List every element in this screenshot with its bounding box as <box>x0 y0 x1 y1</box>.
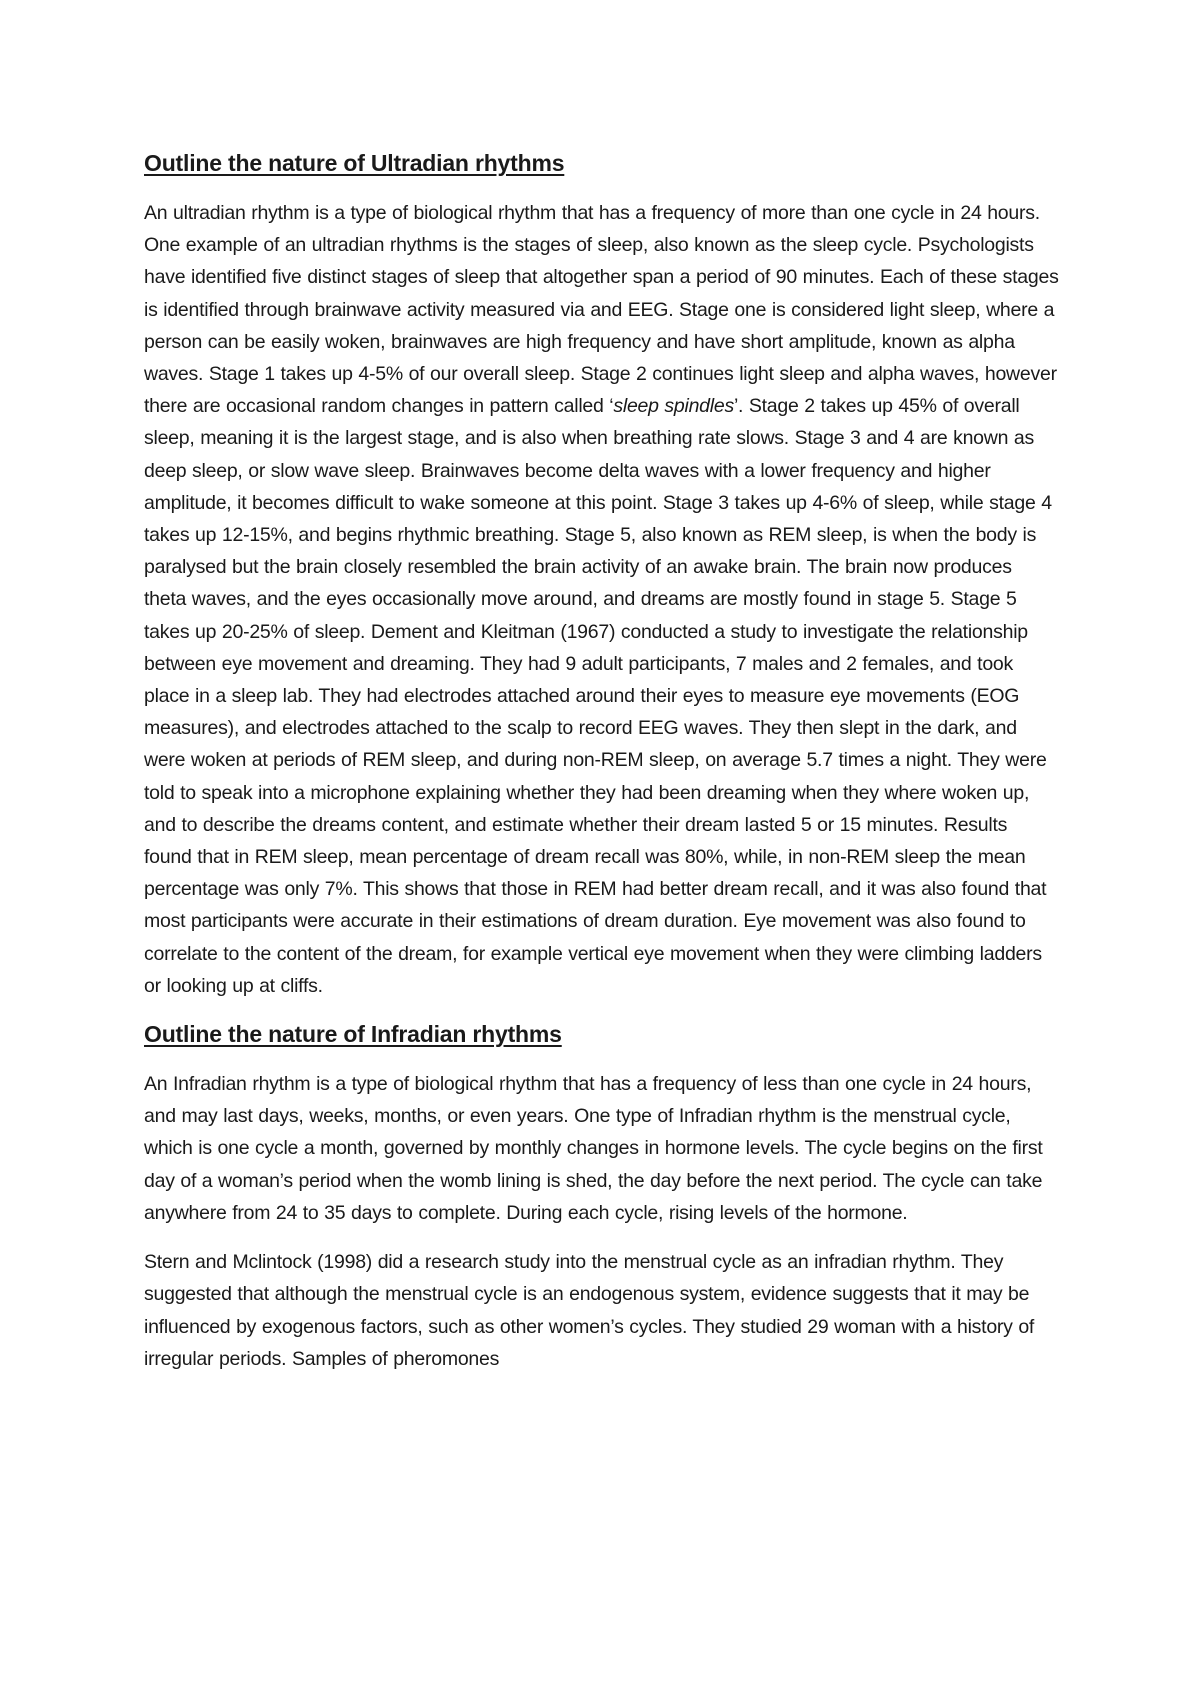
section-ultradian <box>144 148 1059 1002</box>
body-paragraph: Stern and Mclintock (1998) did a research study into the menstrual cycle as an infradian rhythm. They suggested that although the menstrual cycle is an endogenous system, evidence suggests that it may be influenced by exogenous factors, such as other women’s cycles. They studied 29 woman with a history of irregular periods. Samples of pheromones <box>144 1251 1035 1370</box>
section-infradian <box>144 1019 1059 1375</box>
body-paragraph: An ultradian rhythm is a type of biological rhythm that has a frequency of more than one cycle in 24 hours. One example of an ultradian rhythms is the stages of sleep, also known as the sleep cycle. Psychologists have identified five distinct stages of sleep that altogether span a period of 90 minutes. Each of these stages is identified through brainwave activity measured via and EEG. Stage one is considered light sleep, where a person can be easily woken, brainwaves are high frequency and have short amplitude, known as alpha waves. Stage 1 takes up 4-5% of our overall sleep. Stage 2 continues light sleep and alpha waves, however there are occasional random changes in pattern called ‘sleep spindles’. Stage 2 takes up 45% of overall sleep, meaning it is the largest stage, and is also when breathing rate slows. Stage 3 and 4 are known as deep sleep, or slow wave sleep. Brainwaves become delta waves with a lower frequency and higher amplitude, it becomes difficult to wake someone at this point. Stage 3 takes up 4-6% of sleep, while stage 4 takes up 12-15%, and begins rhythmic breathing. Stage 5, also known as REM sleep, is when the body is paralysed but the brain closely resembled the brain activity of an awake brain. The brain now produces theta waves, and the eyes occasionally move around, and dreams are mostly found in stage 5. Stage 5 takes up 20-25% of sleep. Dement and Kleitman (1967) conducted a study to investigate the relationship between eye movement and dreaming. They had 9 adult participants, 7 males and 2 females, and took place in a sleep lab. They had electrodes attached around their eyes to measure eye movements (EOG measures), and electrodes attached to the scalp to record EEG waves. They then slept in the dark, and were woken at periods of REM sleep, and during non-REM sleep, on average 5.7 times a night. They were told to speak into a microphone explaining whether they had been dreaming when they where woken up, and to describe the dreams content, and estimate whether their dream lasted 5 or 15 minutes. Results found that in REM sleep, mean percentage of dream recall was 80%, while, in non-REM sleep the mean percentage was only 7%. This shows that those in REM had better dream recall, and it was also found that most participants were accurate in their estimations of dream duration. Eye movement was also found to correlate to the content of the dream, for example vertical eye movement when they were climbing ladders or looking up at cliffs. <box>144 202 1059 997</box>
section-heading: Outline the nature of Infradian rhythms <box>144 1021 562 1048</box>
section-heading: Outline the nature of Ultradian rhythms <box>144 150 565 176</box>
body-paragraph: An Infradian rhythm is a type of biological rhythm that has a frequency of less than one cycle in 24 hours, and may last days, weeks, months, or even years. One type of Infradian rhythm is the menstrual cycle, which is one cycle a month, governed by monthly changes in hormone levels. The cycle begins on the first day of a woman’s period when the womb lining is shed, the day before the next period. The cycle can take anywhere from 24 to 35 days to complete. During each cycle, rising levels of the hormone. <box>144 1073 1043 1224</box>
document-page <box>144 148 1059 1392</box>
italic-term: sleep spindles <box>613 395 734 418</box>
